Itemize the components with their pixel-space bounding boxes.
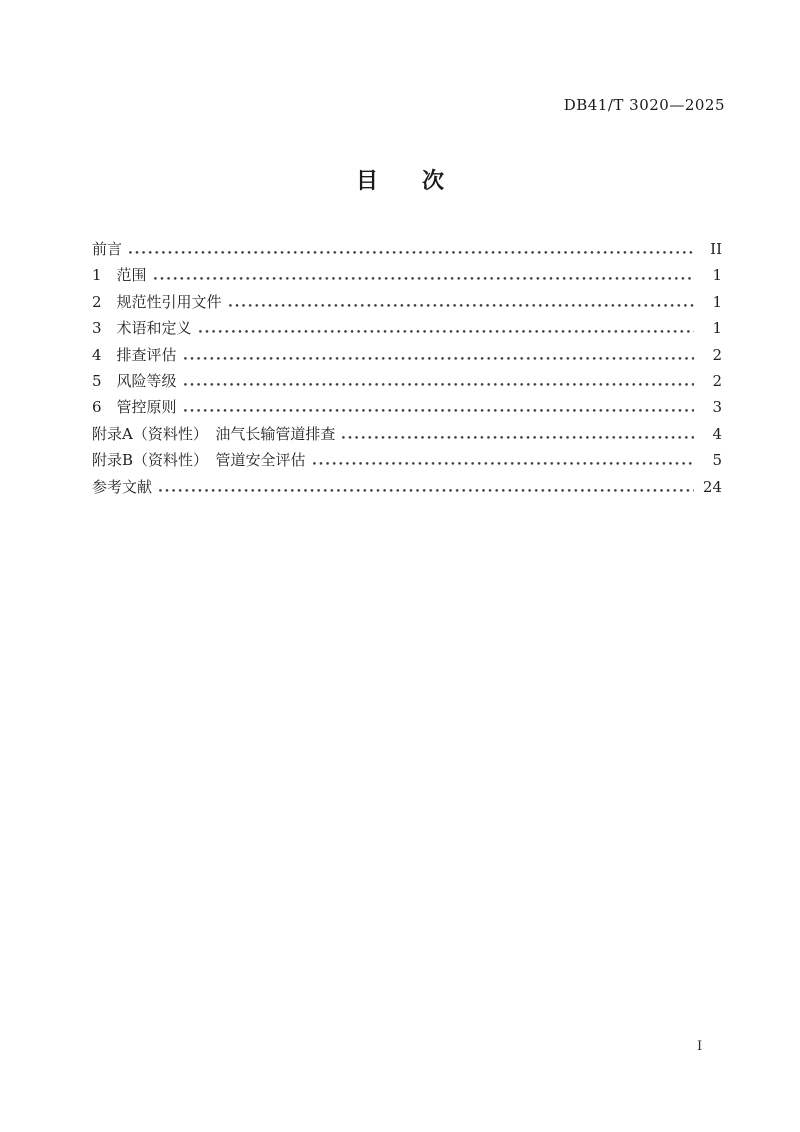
toc-list: [92, 238, 722, 502]
dot-leader: [199, 330, 694, 333]
toc-entry-label: 1 范围: [92, 266, 147, 285]
dot-leader: [184, 383, 694, 386]
toc-entry[interactable]: [92, 449, 722, 475]
dot-leader: [184, 357, 694, 360]
dot-leader: [159, 489, 694, 492]
toc-entry-page: 1: [712, 266, 722, 285]
standard-code: DB41/T 3020—2025: [563, 96, 725, 114]
dot-leader: [313, 462, 694, 465]
toc-entry[interactable]: [92, 476, 722, 502]
toc-entry[interactable]: [92, 396, 722, 422]
toc-entry-page: 1: [712, 292, 722, 311]
toc-entry[interactable]: [92, 264, 722, 290]
dot-leader: [129, 251, 694, 254]
toc-entry-page: 2: [712, 371, 722, 390]
toc-entry-page: 5: [712, 451, 722, 470]
toc-entry-label: 2 规范性引用文件: [92, 292, 222, 311]
toc-entry[interactable]: [92, 238, 722, 264]
toc-entry-page: 3: [712, 398, 722, 417]
toc-entry[interactable]: [92, 370, 722, 396]
toc-entry-page: II: [710, 240, 722, 258]
toc-entry[interactable]: [92, 344, 722, 370]
toc-entry-label: 附录A（资料性） 油气长输管道排查: [92, 424, 336, 443]
toc-entry-label: 6 管控原则: [92, 398, 177, 417]
toc-entry[interactable]: [92, 291, 722, 317]
footer-page-number: I: [697, 1039, 703, 1054]
toc-entry-page: 4: [712, 424, 722, 443]
toc-entry-label: 附录B（资料性） 管道安全评估: [92, 451, 306, 470]
toc-entry-label: 前言: [92, 240, 123, 258]
toc-entry-label: 5 风险等级: [92, 371, 177, 390]
toc-entry-label: 参考文献: [92, 477, 153, 496]
toc-entry-page: 2: [712, 345, 722, 364]
dot-leader: [342, 436, 694, 439]
dot-leader: [154, 277, 694, 280]
toc-entry-page: 1: [712, 319, 722, 338]
toc-entry[interactable]: [92, 423, 722, 449]
toc-entry-label: 3 术语和定义: [92, 319, 192, 338]
toc-entry-label: 4 排查评估: [92, 345, 177, 364]
page-title: 目 次: [355, 168, 444, 194]
dot-leader: [229, 304, 694, 307]
toc-entry[interactable]: [92, 317, 722, 343]
dot-leader: [184, 409, 694, 412]
toc-entry-page: 24: [702, 477, 722, 496]
